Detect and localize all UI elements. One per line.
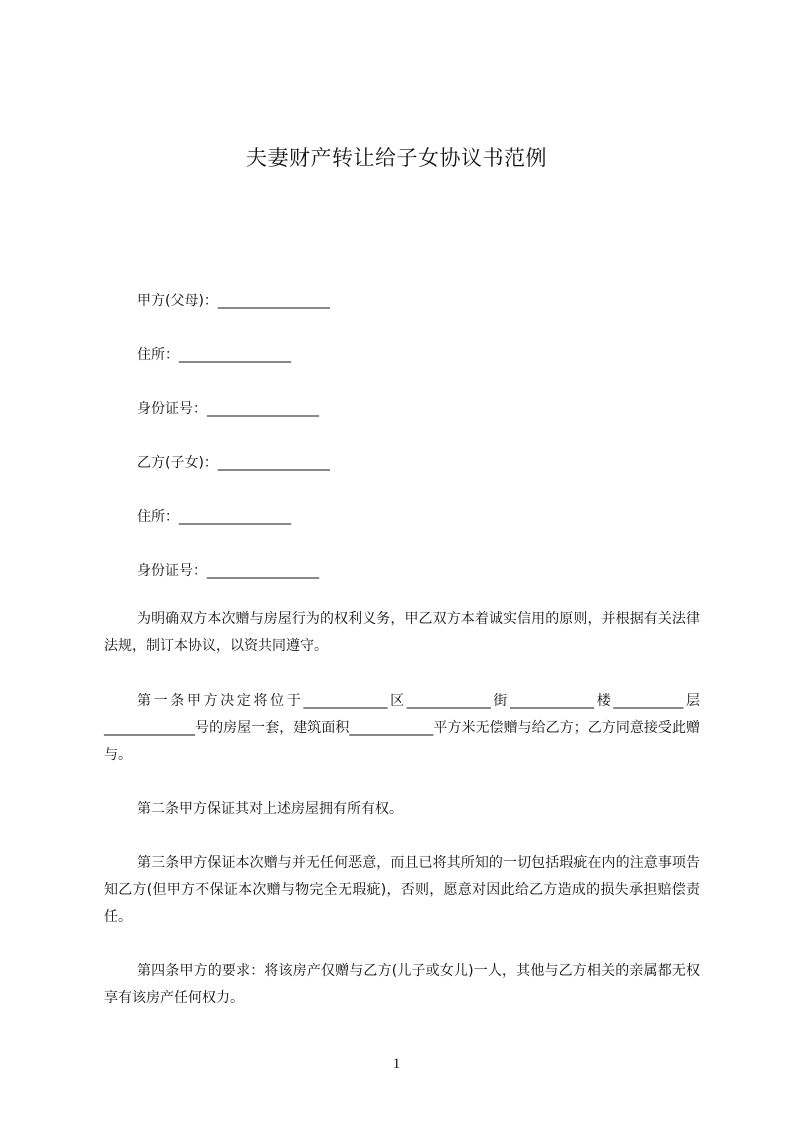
party-a-id-field: 身份证号：________________ (137, 401, 319, 417)
page-number: 1 (392, 1056, 401, 1072)
party-b-address-field: 住所：________________ (137, 509, 291, 525)
article-1-paragraph: 第一条甲方决定将位于____________区____________街____________楼__________层_____________号的房屋一套，建筑面积____________平方米无偿赠与给乙方；乙方同意接受此赠与。 (104, 693, 700, 763)
party-b-name-field: 乙方(子女)：________________ (137, 455, 330, 471)
preamble-paragraph: 为明确双方本次赠与房屋行为的权利义务，甲乙双方本着诚实信用的原则，并根据有关法律法规，制订本协议，以资共同遵守。 (104, 611, 700, 654)
article-4-paragraph: 第四条甲方的要求：将该房产仅赠与乙方(儿子或女儿)一人，其他与乙方相关的亲属都无权享有该房产任何权力。 (104, 963, 700, 1006)
party-a-name-field: 甲方(父母)：________________ (137, 293, 330, 309)
article-3-paragraph: 第三条甲方保证本次赠与并无任何恶意，而且已将其所知的一切包括瑕疵在内的注意事项告知乙方(但甲方不保证本次赠与物完全无瑕疵)，否则，愿意对因此给乙方造成的损失承担赔偿责任。 (104, 855, 700, 925)
document-title: 夫妻财产转让给子女协议书范例 (246, 146, 547, 170)
party-b-id-field: 身份证号：________________ (137, 563, 319, 579)
article-2-paragraph: 第二条甲方保证其对上述房屋拥有所有权。 (137, 801, 403, 817)
party-a-address-field: 住所：________________ (137, 347, 291, 363)
